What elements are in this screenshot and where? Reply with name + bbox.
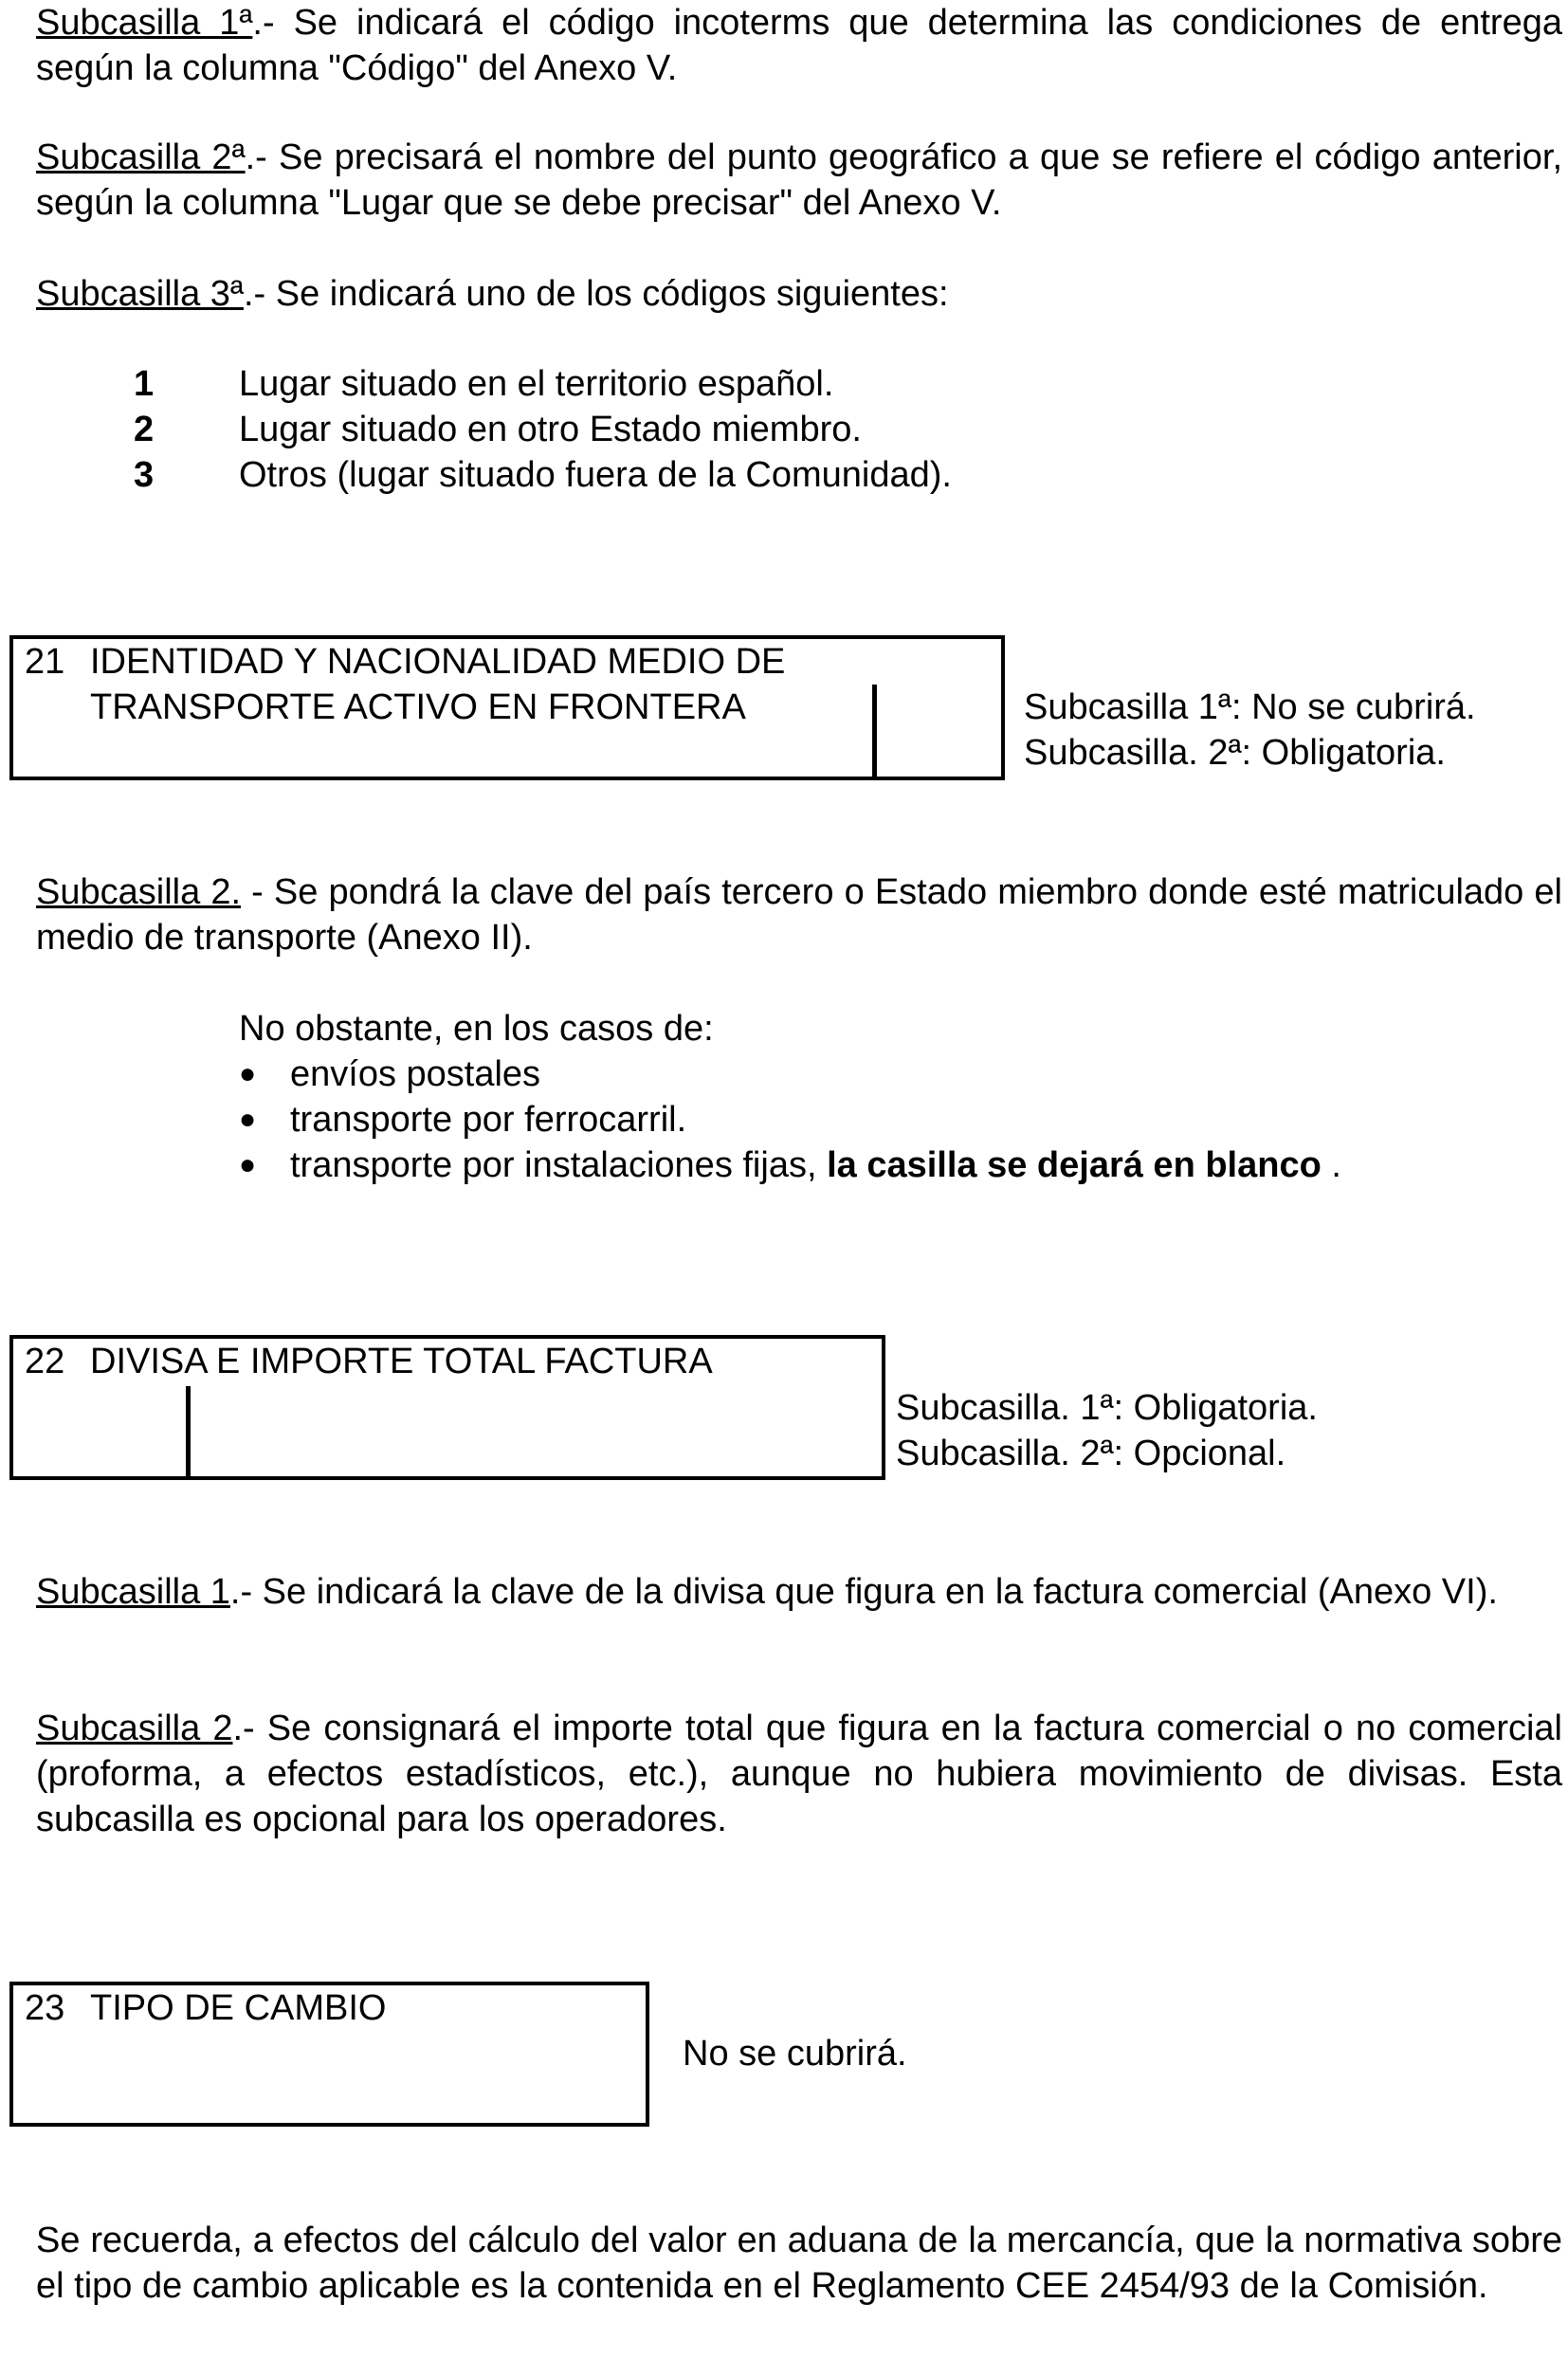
subcasilla-1-label: Subcasilla 1ª bbox=[36, 3, 253, 43]
paragraph-box-22-subcasilla-1 bbox=[36, 1569, 1562, 1615]
box-22-note-1: Subcasilla. 1ª: Obligatoria. bbox=[896, 1388, 1318, 1428]
exception-bold-text: la casilla se dejará en blanco bbox=[827, 1145, 1322, 1185]
code-number: 2 bbox=[134, 410, 155, 449]
paragraph-subcasilla-1 bbox=[36, 0, 1562, 91]
bullet-icon: ● bbox=[239, 1149, 257, 1180]
paragraph-final-note: Se recuerda, a efectos del cálculo del valor en aduana de la mercancía, que la normativa sobre el tipo de cambio aplicable es la contenida en el Reglamento CEE 2454/93 de la Comisión. bbox=[36, 2221, 1562, 2306]
subcasilla-1-text: .- Se indicará el código incoterms que determina las condiciones de entrega según la columna "Código" del Anexo V. bbox=[36, 3, 1562, 88]
box-22-title: DIVISA E IMPORTE TOTAL FACTURA bbox=[90, 1342, 713, 1381]
box-21-note-1: Subcasilla 1ª: No se cubrirá. bbox=[1024, 687, 1476, 727]
box-22-subcasilla-1-text: .- Se indicará la clave de la divisa que figura en la factura comercial (Anexo VI). bbox=[229, 1572, 1498, 1612]
box-22-number: 22 bbox=[25, 1342, 65, 1381]
box-21-number: 21 bbox=[25, 642, 65, 682]
exceptions-intro: No obstante, en los casos de: bbox=[239, 1009, 714, 1049]
subcasilla-3-label: Subcasilla 3ª bbox=[36, 274, 244, 314]
box-21-subcasilla-2-label: Subcasilla 2. bbox=[36, 872, 242, 912]
exception-item: transporte por ferrocarril. bbox=[290, 1100, 687, 1140]
box-22-subcasilla-2-text: .- Se consignará el importe total que figura en la factura comercial o no comercial (proforma, a efectos estadísticos, etc.), aunque no hubiera movimiento de divisas. Esta subcasilla es opcional para los operadores. bbox=[36, 1709, 1562, 1839]
exception-item: envíos postales bbox=[290, 1054, 541, 1094]
subcasilla-3-text: .- Se indicará uno de los códigos siguientes: bbox=[243, 274, 949, 314]
paragraph-box-21-subcasilla-2 bbox=[36, 869, 1562, 960]
box-22-note-2: Subcasilla. 2ª: Opcional. bbox=[896, 1434, 1286, 1473]
paragraph-box-22-subcasilla-2 bbox=[36, 1706, 1562, 1842]
box-21-title-line1: IDENTIDAD Y NACIONALIDAD MEDIO DE bbox=[90, 642, 786, 682]
bullet-icon: ● bbox=[239, 1058, 257, 1089]
subcasilla-2-text: .- Se precisará el nombre del punto geográfico a que se refiere el código anterior, según la columna "Lugar que se debe precisar" del Anexo V. bbox=[36, 137, 1563, 223]
box-22-subcasilla-2-label: Subcasilla 2 bbox=[36, 1709, 233, 1748]
box-23-number: 23 bbox=[25, 1988, 65, 2028]
code-text: Lugar situado en el territorio español. bbox=[239, 364, 834, 404]
code-text: Otros (lugar situado fuera de la Comunidad). bbox=[239, 455, 952, 495]
code-text: Lugar situado en otro Estado miembro. bbox=[239, 410, 862, 449]
box-21-title-line2: TRANSPORTE ACTIVO EN FRONTERA bbox=[90, 687, 746, 727]
box-21-divider bbox=[872, 685, 877, 780]
exception-item-text: transporte por instalaciones fijas, bbox=[290, 1145, 828, 1185]
box-23-note: No se cubrirá. bbox=[683, 2034, 907, 2074]
code-number: 3 bbox=[134, 455, 155, 495]
bullet-icon: ● bbox=[239, 1104, 257, 1135]
box-22-subcasilla-1-label: Subcasilla 1 bbox=[36, 1572, 230, 1612]
paragraph-subcasilla-2 bbox=[36, 135, 1562, 226]
paragraph-subcasilla-3 bbox=[36, 271, 1562, 317]
box-21-subcasilla-2-text: - Se pondrá la clave del país tercero o Estado miembro donde esté matriculado el medio de transporte (Anexo II). bbox=[36, 872, 1562, 958]
code-number: 1 bbox=[134, 364, 155, 404]
exception-end: . bbox=[1321, 1145, 1341, 1185]
box-23-title: TIPO DE CAMBIO bbox=[90, 1988, 387, 2028]
box-21-note-2: Subcasilla. 2ª: Obligatoria. bbox=[1024, 733, 1446, 773]
box-22-divider bbox=[186, 1386, 191, 1480]
subcasilla-2-label: Subcasilla 2ª bbox=[36, 137, 246, 177]
exception-item-last bbox=[290, 1142, 1341, 1188]
